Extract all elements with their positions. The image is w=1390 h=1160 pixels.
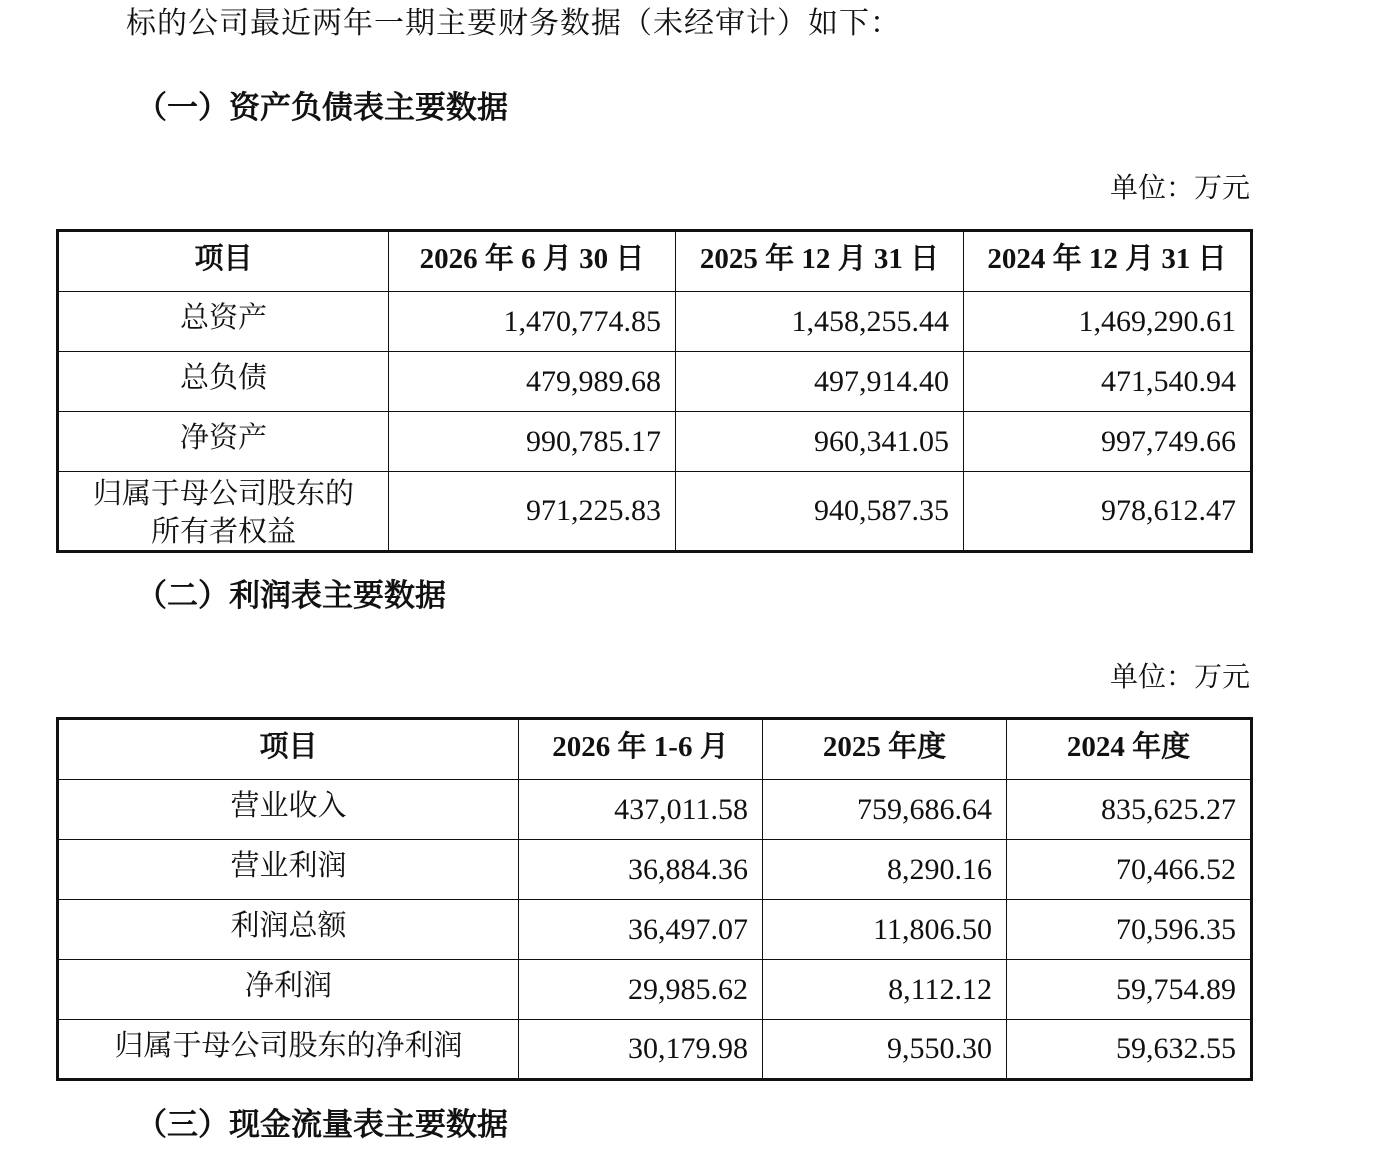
cell-value: 990,785.17 <box>389 412 676 472</box>
cell-value: 8,290.16 <box>763 840 1007 900</box>
income-statement-title: （二）利润表主要数据 <box>136 578 446 614</box>
cell-value: 497,914.40 <box>676 352 964 412</box>
balance-sheet-table <box>56 229 1253 553</box>
cell-value: 1,458,255.44 <box>676 292 964 352</box>
cell-value: 471,540.94 <box>964 352 1252 412</box>
table-row <box>58 292 1252 352</box>
row-label: 净资产 <box>58 412 389 472</box>
intro-paragraph: 标的公司最近两年一期主要财务数据（未经审计）如下： <box>126 6 901 41</box>
cell-value: 759,686.64 <box>763 780 1007 840</box>
table-row <box>58 412 1252 472</box>
cell-value: 835,625.27 <box>1007 780 1252 840</box>
header-item: 项目 <box>58 231 389 292</box>
table-row <box>58 472 1252 552</box>
cell-value: 978,612.47 <box>964 472 1252 552</box>
header-item: 项目 <box>58 719 519 780</box>
row-label: 利润总额 <box>58 900 519 960</box>
row-label-line: 所有者权益 <box>150 514 296 548</box>
cell-value: 940,587.35 <box>676 472 964 552</box>
balance-sheet-title: （一）资产负债表主要数据 <box>136 90 508 126</box>
table-row <box>58 960 1252 1020</box>
income-statement-table <box>56 717 1253 1081</box>
balance-sheet-unit: 单位：万元 <box>1109 171 1250 204</box>
cell-value: 997,749.66 <box>964 412 1252 472</box>
table-row <box>58 840 1252 900</box>
row-label-line: 归属于母公司股东的 <box>92 476 354 510</box>
row-label: 总负债 <box>58 352 389 412</box>
header-period: 2026 年 1-6 月 <box>519 719 763 780</box>
cell-value: 59,632.55 <box>1007 1020 1252 1080</box>
cell-value: 437,011.58 <box>519 780 763 840</box>
cell-value: 70,466.52 <box>1007 840 1252 900</box>
cell-value: 479,989.68 <box>389 352 676 412</box>
table-row <box>58 780 1252 840</box>
table-row <box>58 352 1252 412</box>
table-header-row <box>58 719 1252 780</box>
header-period: 2025 年度 <box>763 719 1007 780</box>
cell-value: 70,596.35 <box>1007 900 1252 960</box>
row-label <box>58 472 389 552</box>
cell-value: 36,497.07 <box>519 900 763 960</box>
row-label: 归属于母公司股东的净利润 <box>58 1020 519 1080</box>
cell-value: 971,225.83 <box>389 472 676 552</box>
cell-value: 1,470,774.85 <box>389 292 676 352</box>
cell-value: 11,806.50 <box>763 900 1007 960</box>
header-period: 2025 年 12 月 31 日 <box>676 231 964 292</box>
cell-value: 59,754.89 <box>1007 960 1252 1020</box>
income-statement-unit: 单位：万元 <box>1109 660 1250 693</box>
header-period: 2024 年 12 月 31 日 <box>964 231 1252 292</box>
cell-value: 9,550.30 <box>763 1020 1007 1080</box>
cell-value: 36,884.36 <box>519 840 763 900</box>
table-row <box>58 1020 1252 1080</box>
cash-flow-title: （三）现金流量表主要数据 <box>136 1107 508 1143</box>
header-period: 2024 年度 <box>1007 719 1252 780</box>
row-label: 净利润 <box>58 960 519 1020</box>
row-label: 总资产 <box>58 292 389 352</box>
row-label: 营业收入 <box>58 780 519 840</box>
cell-value: 30,179.98 <box>519 1020 763 1080</box>
table-header-row <box>58 231 1252 292</box>
header-period: 2026 年 6 月 30 日 <box>389 231 676 292</box>
cell-value: 1,469,290.61 <box>964 292 1252 352</box>
cell-value: 960,341.05 <box>676 412 964 472</box>
row-label: 营业利润 <box>58 840 519 900</box>
table-row <box>58 900 1252 960</box>
cell-value: 8,112.12 <box>763 960 1007 1020</box>
cell-value: 29,985.62 <box>519 960 763 1020</box>
